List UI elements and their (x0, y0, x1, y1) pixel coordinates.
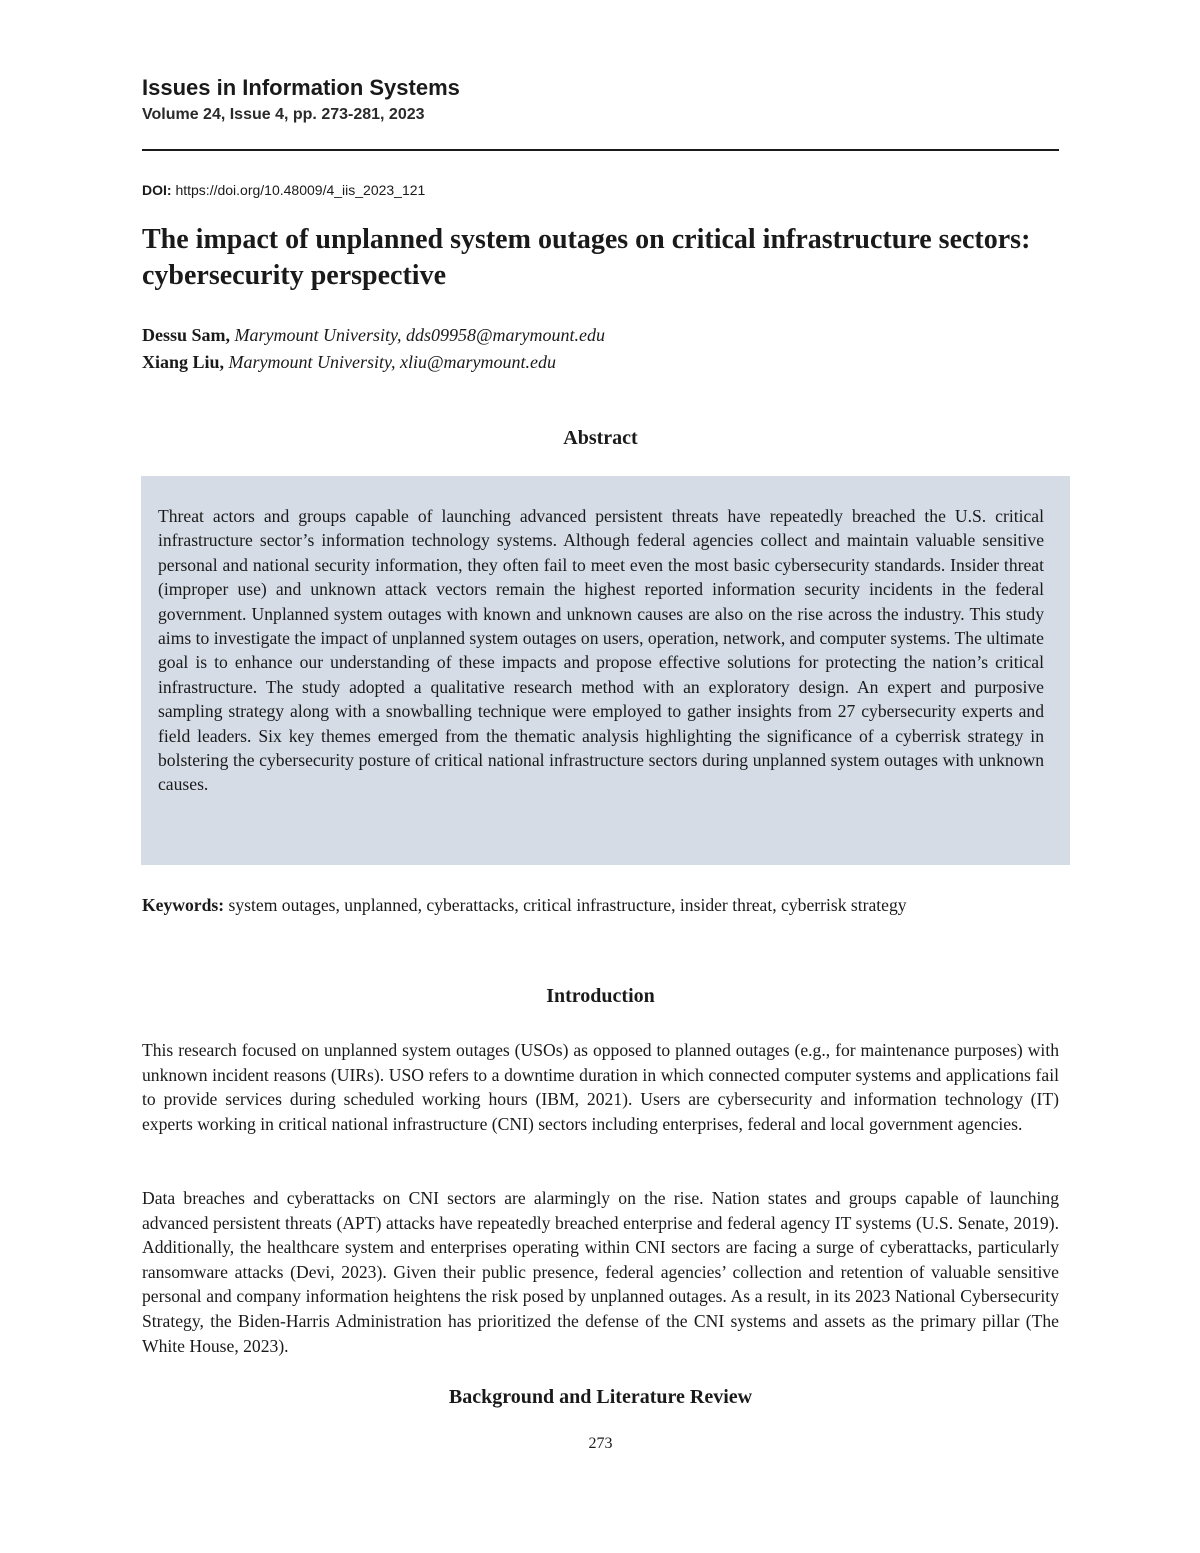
doi-line (142, 180, 425, 200)
background-heading: Background and Literature Review (448, 1386, 753, 1408)
abstract-text: Threat actors and groups capable of launching advanced persistent threats have repeatedly breached the U.S. critical infrastructure sector’s information technology systems. Although federal agencies collect and maintain valuable sensitive personal and national security information, they often fail to meet even the most basic cybersecurity standards. Insider threat (improper use) and unknown attack vectors remain the highest reported information security incidents in the federal government. Unplanned system outages with known and unknown causes are also on the rise across the industry. This study aims to investigate the impact of unplanned system outages on users, operation, network, and computer systems. The ultimate goal is to enhance our understanding of these impacts and propose effective solutions for protecting the nation’s critical infrastructure. The study adopted a qualitative research method with an exploratory design. An expert and purposive sampling strategy along with a snowballing technique were employed to gather insights from 27 cybersecurity experts and field leaders. Six key themes emerged from the thematic analysis highlighting the significance of a cyberrisk strategy in bolstering the cybersecurity posture of critical national infrastructure sectors during unplanned system outages with unknown causes. (158, 506, 1044, 795)
journal-header (142, 74, 1059, 126)
introduction-paragraph: Data breaches and cyberattacks on CNI sectors are alarmingly on the rise. Nation states and groups capable of launching advanced persistent threats (APT) attacks have repeatedly breached enterprise and federal agency IT systems (U.S. Senate, 2019). Additionally, the healthcare system and enterprises operating within CNI sectors are facing a surge of cyberattacks, particularly ransomware attacks (Devi, 2023). Given their public presence, federal agencies’ collection and retention of valuable sensitive personal and company information heightens the risk posed by unplanned outages. As a result, in its 2023 National Cybersecurity Strategy, the Biden-Harris Administration has prioritized the defense of the CNI systems and assets as the primary pillar (The White House, 2023). (142, 1188, 1059, 1356)
keywords-text: system outages, unplanned, cyberattacks, critical infrastructure, insider threat, cyberrisk strategy (228, 895, 907, 915)
header-rule (142, 149, 1059, 151)
introduction-heading: Introduction (546, 985, 655, 1007)
abstract-heading: Abstract (563, 427, 638, 449)
introduction-paragraph: This research focused on unplanned system outages (USOs) as opposed to planned outages (e.g., for maintenance purposes) with unknown incident reasons (UIRs). USO refers to a downtime duration in which connected computer systems and applications fail to provide services during scheduled working hours (IBM, 2021). Users are cybersecurity and information technology (IT) experts working in critical national infrastructure (CNI) sectors including enterprises, federal and local government agencies. (142, 1040, 1059, 1134)
author-name: Dessu Sam, (142, 325, 231, 345)
author-affiliation: Marymount University, xliu@marymount.edu (228, 352, 557, 372)
keywords-line (142, 893, 1059, 918)
author-name: Xiang Liu, (142, 352, 225, 372)
author-line (142, 322, 1059, 349)
author-list (142, 322, 1059, 376)
keywords-label: Keywords: (142, 895, 225, 915)
author-affiliation: Marymount University, dds09958@marymount.edu (234, 325, 606, 345)
journal-volume-line: Volume 24, Issue 4, pp. 273-281, 2023 (142, 106, 425, 123)
abstract-box (141, 476, 1070, 865)
journal-name: Issues in Information Systems (142, 75, 460, 100)
paper-title: The impact of unplanned system outages on critical infrastructure sectors: cybersecurity perspective (142, 224, 1031, 291)
doi-link[interactable]: https://doi.org/10.48009/4_iis_2023_121 (175, 182, 426, 198)
author-line (142, 349, 1059, 376)
page-number: 273 (588, 1435, 613, 1452)
doi-label: DOI: (142, 182, 172, 198)
